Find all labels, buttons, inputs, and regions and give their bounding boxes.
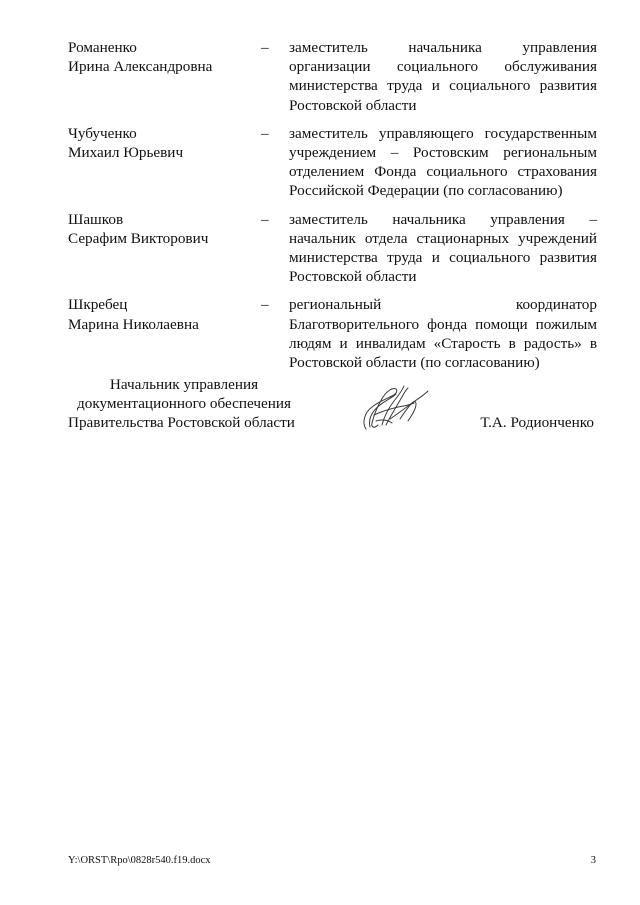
- member-name: [68, 124, 261, 201]
- signature-block: [68, 375, 598, 435]
- signatory-position-line: документационного обеспечения: [77, 395, 291, 413]
- member-role: региональный координатор Благотворительного фонда помощи пожилым людям и инвалидам «Старость в радость» в Ростовской области (по согласованию): [289, 296, 597, 372]
- list-item: [68, 38, 598, 115]
- member-dash: –: [261, 124, 269, 142]
- member-given-names: Ирина Александровна: [68, 58, 213, 76]
- signatory-position: [68, 375, 300, 433]
- signature-stroke: [390, 391, 428, 419]
- footer-file-path: Y:\ORST\Rpo\0828r540.f19.docx: [68, 855, 211, 866]
- member-name: [68, 210, 261, 287]
- member-role: заместитель начальника управления – начальник отдела стационарных учреждений министерства труда и социального развития Ростовской области: [289, 210, 597, 286]
- list-item: [68, 124, 598, 201]
- member-surname: Чубученко: [68, 124, 137, 142]
- member-dash: –: [261, 210, 269, 228]
- handwritten-signature: [356, 379, 436, 435]
- member-surname: Романенко: [68, 39, 137, 56]
- list-item: [68, 295, 598, 372]
- commission-members-list: [68, 38, 598, 381]
- member-name: [68, 295, 261, 372]
- member-name: [68, 38, 261, 115]
- member-given-names: Михаил Юрьевич: [68, 144, 184, 162]
- member-dash: –: [261, 39, 269, 56]
- member-dash: –: [261, 296, 269, 314]
- member-role: заместитель управляющего государственным учреждением – Ростовским региональным отделением Фонда социального страхования Российской Федерации (по согласованию): [289, 124, 597, 200]
- member-role: заместитель начальника управления организации социального обслуживания министерства труда и социального развития Ростовской области: [289, 39, 597, 114]
- member-surname: Шкребец: [68, 296, 128, 314]
- signatory-position-line: Начальник управления: [109, 376, 259, 393]
- member-surname: Шашков: [68, 210, 124, 228]
- signature-stroke: [376, 420, 392, 423]
- signature-stroke: [382, 386, 404, 425]
- list-item: [68, 210, 598, 287]
- signatory-position-line: Правительства Ростовской области: [68, 414, 295, 432]
- member-given-names: Серафим Викторович: [68, 229, 209, 247]
- footer-page-number: 3: [590, 855, 596, 866]
- signature-stroke: [386, 388, 408, 425]
- member-given-names: Марина Николаевна: [68, 315, 199, 333]
- signatory-name: Т.А. Родионченко: [480, 414, 594, 432]
